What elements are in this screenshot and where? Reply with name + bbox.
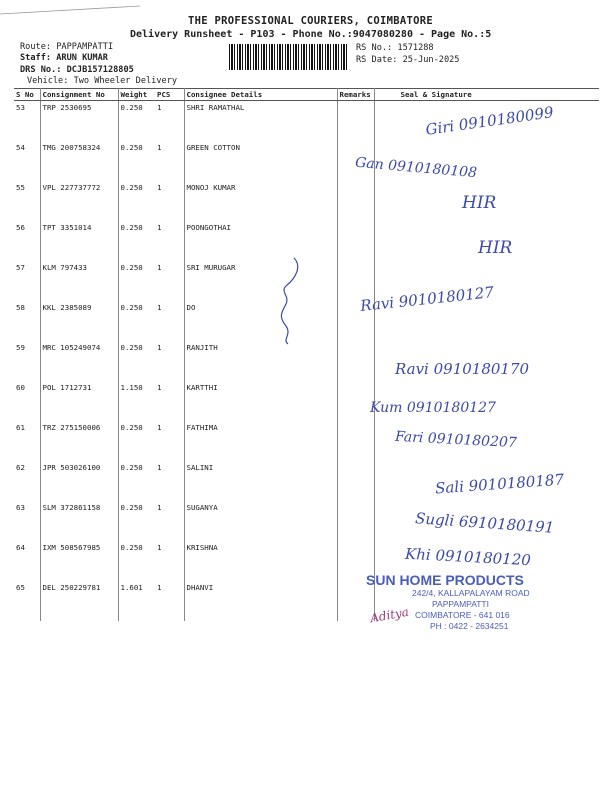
cell-consignee: SALINI bbox=[184, 461, 337, 501]
cell-consignment: SLM 372861158 bbox=[40, 501, 118, 541]
cell-remarks bbox=[337, 381, 374, 421]
stamp-phone: PH : 0422 - 2634251 bbox=[430, 621, 509, 631]
cell-consignee: DHANVI bbox=[184, 581, 337, 621]
signature-54: Gan 0910180108 bbox=[354, 154, 478, 182]
table-row bbox=[14, 381, 599, 421]
cell-consignee: SRI MURUGAR bbox=[184, 261, 337, 301]
cell-remarks bbox=[337, 261, 374, 301]
col-header-remarks: Remarks bbox=[337, 89, 374, 101]
cell-consignee: DO bbox=[184, 301, 337, 341]
cell-sno: 56 bbox=[14, 221, 40, 261]
cell-weight: 0.250 bbox=[120, 343, 143, 352]
drs-number: DRS No.: DCJB157128805 bbox=[20, 65, 134, 75]
col-header-consignee: Consignee Details bbox=[184, 89, 337, 101]
barcode-image bbox=[229, 44, 347, 70]
staff-label: Staff: ARUN KUMAR bbox=[20, 53, 108, 63]
rs-date: RS Date: 25-Jun-2025 bbox=[356, 55, 460, 65]
signature-61: Fari 0910180207 bbox=[394, 428, 518, 452]
table-row bbox=[14, 301, 599, 341]
col-header-consignment: Consignment No bbox=[40, 89, 118, 101]
cell-weight: 0.250 bbox=[120, 263, 143, 272]
signature-60: Kum 0910180127 bbox=[370, 400, 496, 416]
cell-weight: 0.250 bbox=[120, 463, 143, 472]
cell-sno: 55 bbox=[14, 181, 40, 221]
runsheet-table bbox=[14, 88, 599, 621]
cell-remarks bbox=[337, 421, 374, 461]
cell-pcs: 1 bbox=[155, 461, 184, 501]
vehicle-label: Vehicle: Two Wheeler Delivery bbox=[27, 76, 178, 86]
signature-53: Giri 0910180099 bbox=[424, 103, 555, 139]
signature-59: Ravi 0910180170 bbox=[395, 360, 530, 378]
col-header-seal: Seal & Signature bbox=[374, 89, 599, 101]
cell-consignment: IXM 508567985 bbox=[40, 541, 118, 581]
cell-pcs: 1 bbox=[155, 101, 184, 142]
signature-63: Sugli 6910180191 bbox=[414, 509, 555, 537]
cell-consignment: TMG 200758324 bbox=[40, 141, 118, 181]
cell-remarks bbox=[337, 101, 374, 142]
cell-remarks bbox=[337, 221, 374, 261]
table-row bbox=[14, 181, 599, 221]
stamp-signature: Aditya bbox=[369, 604, 410, 626]
runsheet-title: Delivery Runsheet - P103 - Phone No.:9047080280 - Page No.:5 bbox=[130, 29, 492, 40]
stamp-address-2: PAPPAMPATTI bbox=[432, 599, 489, 609]
cell-weight: 1.601 bbox=[120, 583, 143, 592]
cell-sno: 53 bbox=[14, 101, 40, 142]
cell-consignment: KLM 797433 bbox=[40, 261, 118, 301]
cell-pcs: 1 bbox=[155, 141, 184, 181]
cell-remarks bbox=[337, 501, 374, 541]
col-header-pcs: PCS bbox=[155, 89, 184, 101]
cell-pcs: 1 bbox=[155, 181, 184, 221]
cell-pcs: 1 bbox=[155, 421, 184, 461]
cell-pcs: 1 bbox=[155, 301, 184, 341]
signature-62: Sali 9010180187 bbox=[434, 470, 565, 498]
cell-consignee: KRISHNA bbox=[184, 541, 337, 581]
cell-sno: 61 bbox=[14, 421, 40, 461]
cell-remarks bbox=[337, 341, 374, 381]
signature-56: HIR bbox=[478, 238, 513, 258]
cell-consignee: RANJITH bbox=[184, 341, 337, 381]
col-header-weight: Weight bbox=[118, 89, 155, 101]
route-label: Route: PAPPAMPATTI bbox=[20, 42, 114, 52]
cell-weight: 0.250 bbox=[120, 423, 143, 432]
cell-consignment: VPL 227737772 bbox=[40, 181, 118, 221]
cell-weight: 0.250 bbox=[120, 503, 143, 512]
cell-sno: 60 bbox=[14, 381, 40, 421]
cell-pcs: 1 bbox=[155, 341, 184, 381]
cell-sno: 64 bbox=[14, 541, 40, 581]
cell-sno: 59 bbox=[14, 341, 40, 381]
cell-weight: 0.250 bbox=[120, 183, 143, 192]
cell-pcs: 1 bbox=[155, 221, 184, 261]
cell-weight: 0.250 bbox=[120, 543, 143, 552]
cell-pcs: 1 bbox=[155, 581, 184, 621]
signature-64: Khi 0910180120 bbox=[404, 544, 532, 570]
stamp-address-3: COIMBATORE - 641 016 bbox=[415, 610, 510, 620]
cell-sno: 57 bbox=[14, 261, 40, 301]
cell-consignee: SUGANYA bbox=[184, 501, 337, 541]
cell-remarks bbox=[337, 461, 374, 501]
company-name: THE PROFESSIONAL COURIERS, COIMBATORE bbox=[188, 15, 433, 27]
table-row bbox=[14, 261, 599, 301]
cell-consignment: POL 1712731 bbox=[40, 381, 118, 421]
signature-55: HIR bbox=[462, 193, 497, 213]
cell-sno: 65 bbox=[14, 581, 40, 621]
signature-58: Ravi 9010180127 bbox=[359, 283, 495, 315]
cell-consignment: TRZ 275150006 bbox=[40, 421, 118, 461]
scribble-mark-57 bbox=[272, 256, 306, 346]
cell-consignment: MRC 105249074 bbox=[40, 341, 118, 381]
cell-consignee: MONOJ KUMAR bbox=[184, 181, 337, 221]
cell-remarks bbox=[337, 181, 374, 221]
stamp-company-name: SUN HOME PRODUCTS bbox=[366, 572, 524, 588]
cell-sno: 58 bbox=[14, 301, 40, 341]
cell-weight: 0.250 bbox=[120, 143, 143, 152]
cell-pcs: 1 bbox=[155, 261, 184, 301]
cell-consignment: DEL 250229781 bbox=[40, 581, 118, 621]
cell-sno: 63 bbox=[14, 501, 40, 541]
cell-consignment: TRP 2530695 bbox=[40, 101, 118, 142]
cell-pcs: 1 bbox=[155, 501, 184, 541]
cell-consignee: FATHIMA bbox=[184, 421, 337, 461]
cell-sno: 62 bbox=[14, 461, 40, 501]
cell-pcs: 1 bbox=[155, 381, 184, 421]
cell-consignee: GREEN COTTON bbox=[184, 141, 337, 181]
cell-weight: 1.150 bbox=[120, 383, 143, 392]
cell-consignee: SHRI RAMATHAL bbox=[184, 101, 337, 142]
rs-number: RS No.: 1571288 bbox=[356, 43, 434, 53]
table-row bbox=[14, 141, 599, 181]
cell-weight: 0.250 bbox=[120, 103, 143, 112]
cell-consignee: KARTTHI bbox=[184, 381, 337, 421]
col-header-sno: S No bbox=[14, 89, 40, 101]
cell-consignee: POONGOTHAI bbox=[184, 221, 337, 261]
cell-pcs: 1 bbox=[155, 541, 184, 581]
cell-sno: 54 bbox=[14, 141, 40, 181]
cell-weight: 0.250 bbox=[120, 223, 143, 232]
cell-consignment: KKL 2385089 bbox=[40, 301, 118, 341]
table-header-row bbox=[14, 89, 599, 101]
cell-consignment: JPR 503026100 bbox=[40, 461, 118, 501]
stamp-address-1: 242/4, KALLAPALAYAM ROAD bbox=[412, 588, 530, 598]
cell-weight: 0.250 bbox=[120, 303, 143, 312]
cell-consignment: TPT 3351014 bbox=[40, 221, 118, 261]
